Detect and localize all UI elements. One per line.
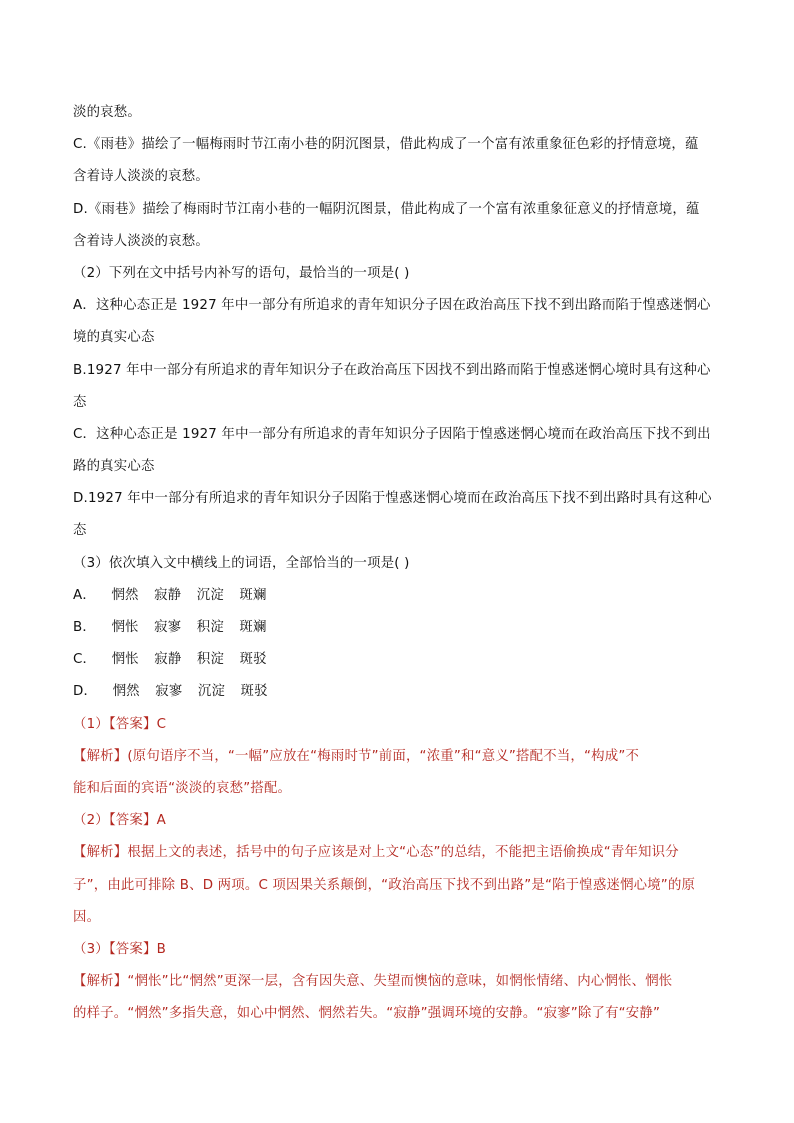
q3-word: 斑驳 (240, 684, 268, 700)
q1-option-d-line2: 含着诗人淡淡的哀愁。 (73, 233, 209, 249)
q2-option-a-line2: 境的真实心态 (73, 330, 155, 346)
q3-word: 寂静 (154, 652, 182, 668)
q2-stem: （2）下列在文中括号内补写的语句，最恰当的一项是( ) (73, 265, 410, 281)
q2-option-c-line1: C．这种心态正是 1927 年中一部分有所追求的青年知识分子因陷于惶惑迷惘心境而在政治高压下找不到出 (73, 426, 711, 442)
explanation-1-line2: 能和后面的宾语“淡淡的哀愁”搭配。 (73, 780, 292, 796)
explanation-2-line2: 子”，由此可排除 B、D 两项。C 项因果关系颠倒，“政治高压下找不到出路”是“陷于惶惑迷惘心境”的原 (73, 877, 696, 893)
q3-word: 沉淀 (197, 684, 226, 700)
q3-word: 寂寥 (155, 684, 183, 700)
q3-word: 积淀 (196, 652, 225, 668)
q2-option-b-line1: B.1927 年中一部分有所追求的青年知识分子在政治高压下因找不到出路而陷于惶惑迷惘心境时具有这种心 (73, 362, 711, 378)
q3-word: 斑斓 (239, 620, 267, 635)
document-page (73, 97, 725, 1030)
q1-option-c-line1: C.《雨巷》描绘了一幅梅雨时节江南小巷的阴沉图景，借此构成了一个富有浓重象征色彩的抒情意境，蕴 (73, 137, 699, 153)
q3-option-a (73, 580, 725, 612)
q3-option-label: B． (73, 620, 96, 635)
q3-word: 惘怅 (111, 620, 139, 635)
q3-option-d (73, 676, 725, 708)
q3-word: 斑斓 (239, 587, 267, 603)
q3-option-label: C． (73, 652, 97, 668)
q3-option-b (73, 612, 725, 644)
q3-word: 惘然 (112, 684, 140, 700)
explanation-3-line2: 的样子。“惘然”多指失意，如心中惘然、惘然若失。“寂静”强调环境的安静。“寂寥”除了有“安静” (73, 1006, 661, 1022)
answer-2: （2）【答案】A (73, 813, 166, 829)
explanation-2-line3: 因。 (73, 909, 101, 925)
answer-3: （3）【答案】B (73, 941, 166, 957)
q2-option-d-line2: 态 (73, 523, 87, 539)
q2-option-c-line2: 路的真实心态 (73, 459, 155, 475)
q2-option-b-line2: 态 (73, 394, 87, 410)
explanation-1-line1: 【解析】(原句语序不当，“一幅”应放在“梅雨时节”前面，“浓重”和“意义”搭配不当，“构成”不 (73, 748, 640, 764)
q3-stem: （3）依次填入文中横线上的词语，全部恰当的一项是( ) (73, 555, 410, 571)
q2-option-a-line1: A．这种心态正是 1927 年中一部分有所追求的青年知识分子因在政治高压下找不到出路而陷于惶惑迷惘心 (73, 298, 711, 314)
q3-word: 寂静 (154, 587, 182, 603)
q3-word: 积淀 (196, 620, 224, 635)
q1-option-d-line1: D.《雨巷》描绘了梅雨时节江南小巷的一幅阴沉图景，借此构成了一个富有浓重象征意义的抒情意境，蕴 (73, 201, 700, 217)
passage-tail: 淡的哀愁。 (73, 105, 141, 120)
q3-word: 沉淀 (196, 587, 224, 603)
q3-word: 惘然 (111, 587, 139, 603)
q3-word: 寂寥 (154, 620, 182, 635)
q3-word: 斑驳 (239, 652, 267, 668)
q2-option-d-line1: D.1927 年中一部分有所追求的青年知识分子因陷于惶惑迷惘心境而在政治高压下找不到出路时具有这种心 (73, 491, 712, 507)
q3-word: 惘怅 (111, 652, 139, 668)
answer-1: （1）【答案】C (73, 716, 167, 732)
q3-option-label: D． (73, 684, 98, 700)
q1-option-c-line2: 含着诗人淡淡的哀愁。 (73, 169, 209, 185)
explanation-2-line1: 【解析】根据上文的表述，括号中的句子应该是对上文“心态”的总结，不能把主语偷换成“青年知识分 (73, 845, 679, 861)
q3-option-c (73, 644, 725, 676)
explanation-3-line1: 【解析】“惘怅”比“惘然”更深一层，含有因失意、失望而懊恼的意味，如惘怅情绪、内心惘怅、惘怅 (73, 974, 673, 990)
q3-option-label: A． (73, 587, 96, 603)
